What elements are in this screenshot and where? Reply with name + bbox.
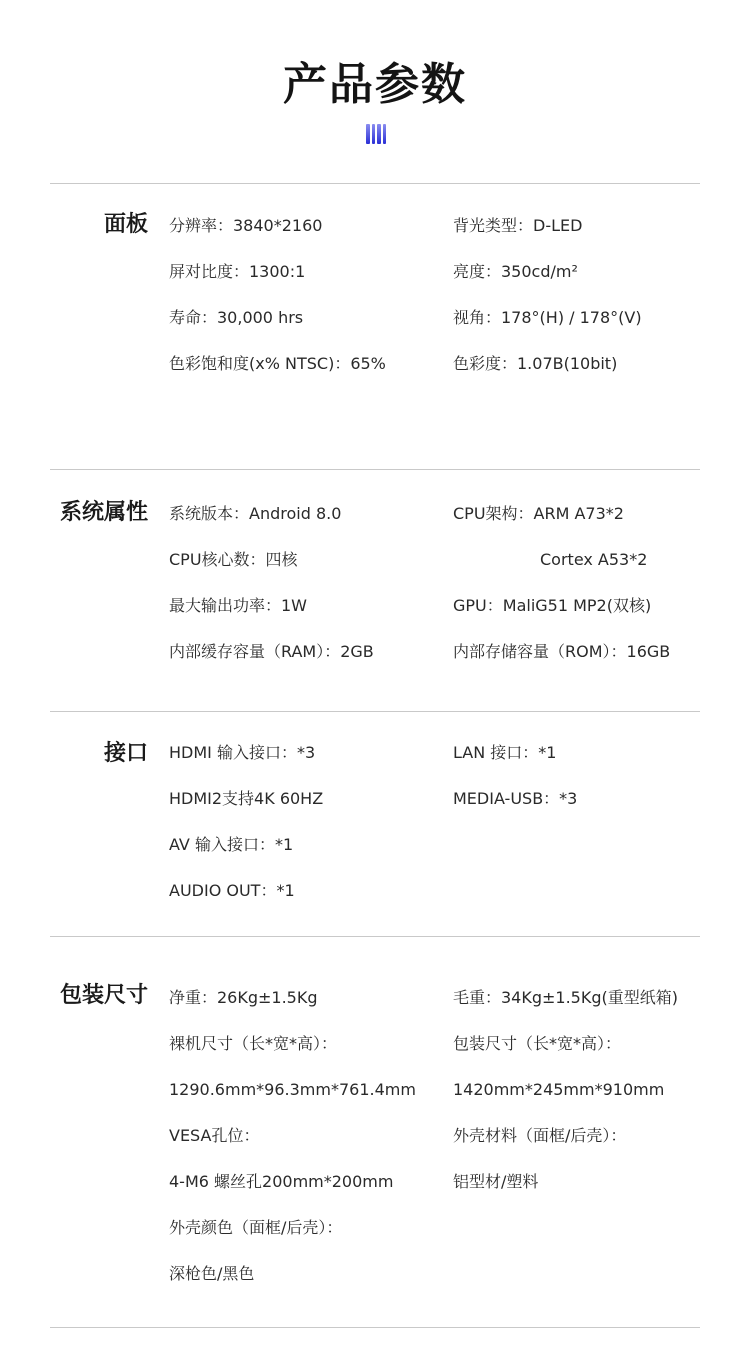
section-label-ports: 接口: [103, 741, 148, 766]
spec-gpu: GPU：MaliG51 MP2(双核): [453, 596, 652, 615]
spec-max-output-power: 最大输出功率：1W: [169, 596, 308, 615]
spec-shell-material: 铝型材/塑料: [453, 1172, 539, 1191]
spec-color-depth: 色彩度：1.07B(10bit): [453, 354, 618, 373]
accent-bar: [372, 124, 376, 144]
accent-bar: [383, 124, 387, 144]
section-divider: [50, 183, 700, 184]
spec-backlight: 背光类型：D-LED: [453, 216, 583, 235]
spec-hdmi2-4k: HDMI2支持4K 60HZ: [169, 789, 324, 808]
section-label-packaging: 包装尺寸: [59, 983, 148, 1008]
spec-net-weight: 净重：26Kg±1.5Kg: [169, 988, 318, 1007]
spec-unit-dimensions: 1290.6mm*96.3mm*761.4mm: [169, 1080, 416, 1099]
spec-vesa-label: VESA孔位：: [169, 1126, 260, 1145]
spec-shell-material-label: 外壳材料（面框/后壳）：: [453, 1126, 627, 1145]
spec-package-dimensions: 1420mm*245mm*910mm: [453, 1080, 665, 1099]
spec-lan: LAN 接口：*1: [453, 743, 557, 762]
spec-cpu-arch-cont: Cortex A53*2: [540, 550, 648, 569]
spec-brightness: 亮度：350cd/m²: [453, 262, 578, 281]
page-title: 产品参数: [283, 59, 467, 110]
spec-vesa: 4-M6 螺丝孔200mm*200mm: [169, 1172, 394, 1191]
spec-viewing-angle: 视角：178°(H) / 178°(V): [453, 308, 642, 327]
spec-unit-dimensions-label: 裸机尺寸（长*宽*高）：: [169, 1034, 338, 1053]
title-accent-bars-icon: [366, 124, 386, 146]
section-divider: [50, 1327, 700, 1328]
section-label-panel: 面板: [103, 212, 148, 237]
spec-resolution: 分辨率：3840*2160: [169, 216, 323, 235]
spec-cpu-arch: CPU架构：ARM A73*2: [453, 504, 624, 523]
spec-ram: 内部缓存容量（RAM）：2GB: [169, 642, 374, 661]
spec-media-usb: MEDIA-USB：*3: [453, 789, 578, 808]
spec-audio-out: AUDIO OUT：*1: [169, 881, 295, 900]
spec-hdmi-input: HDMI 输入接口：*3: [169, 743, 316, 762]
spec-cpu-cores: CPU核心数：四核: [169, 550, 298, 569]
section-divider: [50, 936, 700, 937]
section-label-system: 系统属性: [59, 500, 148, 525]
section-divider: [50, 469, 700, 470]
spec-lifetime: 寿命：30,000 hrs: [169, 308, 304, 327]
accent-bar: [377, 124, 381, 144]
section-divider: [50, 711, 700, 712]
spec-rom: 内部存储容量（ROM）：16GB: [453, 642, 671, 661]
spec-os-version: 系统版本：Android 8.0: [169, 504, 342, 523]
spec-package-dimensions-label: 包装尺寸（长*宽*高）：: [453, 1034, 622, 1053]
spec-gross-weight: 毛重：34Kg±1.5Kg(重型纸箱): [453, 988, 678, 1007]
spec-color-saturation: 色彩饱和度(x% NTSC)：65%: [169, 354, 386, 373]
spec-shell-color: 深枪色/黑色: [169, 1264, 255, 1283]
spec-shell-color-label: 外壳颜色（面框/后壳）：: [169, 1218, 343, 1237]
spec-av-input: AV 输入接口：*1: [169, 835, 294, 854]
spec-contrast: 屏对比度：1300:1: [169, 262, 306, 281]
accent-bar: [366, 124, 370, 144]
